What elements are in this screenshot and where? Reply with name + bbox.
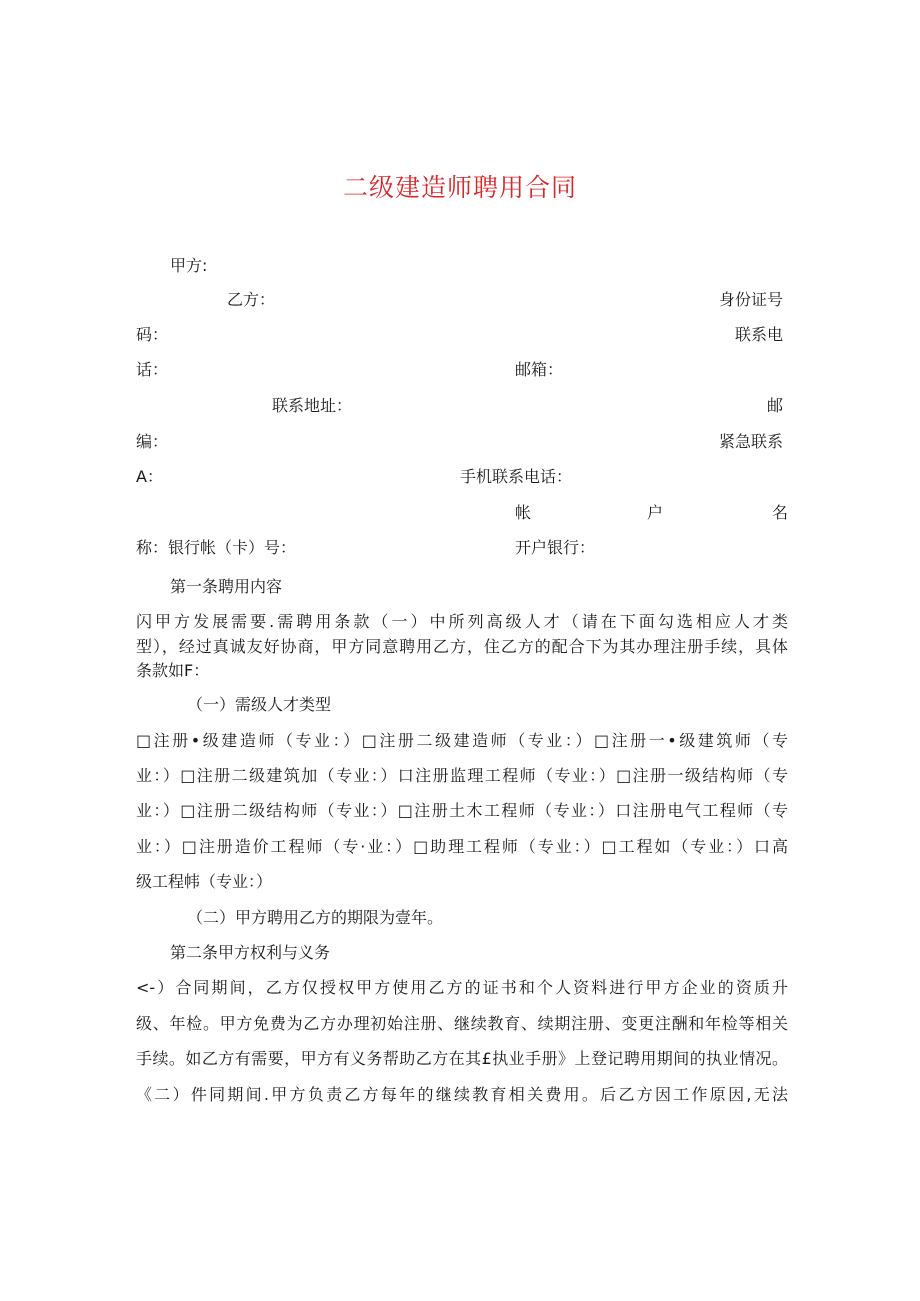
- party-a-label: 甲方:: [170, 256, 208, 275]
- emergency-contact-label-part2: A：: [136, 467, 163, 486]
- account-name-char-1: 帐: [515, 503, 532, 522]
- phone-label-part2: 话：: [136, 360, 169, 379]
- sub1-heading: （一）需级人才类型: [187, 695, 332, 714]
- email-label: 邮箱：: [515, 360, 564, 379]
- account-name-char-2: 户: [647, 503, 664, 522]
- article2-para-line: <-）合同期间，乙方仅授权甲方使用乙方的证书和个人资料进行甲方企业的资质升: [136, 978, 788, 997]
- party-b-label: 乙方：: [227, 290, 276, 309]
- emergency-contact-label-part1: 紧急联系: [718, 432, 783, 451]
- address-label: 联系地址：: [272, 396, 353, 415]
- employment-term: （二）甲方聘用乙方的期限为壹年。: [187, 908, 444, 927]
- postcode-label-part1: 邮: [766, 396, 783, 415]
- phone-label-part1: 联系电: [734, 325, 783, 344]
- talent-types-line: 业：）□注册造价工程师（专·业：）□助理工程师（专业：）□工程如（专业：）口高: [136, 837, 788, 856]
- article1-heading: 第一条聘用内容: [170, 577, 283, 596]
- talent-types-line: □注册•级建造师（专业：）□注册二级建造师（专业：）□注册一•级建筑师（专: [136, 731, 788, 750]
- article2-para-line: 级、年检。甲方免费为乙方办理初始注册、继续教育、续期注册、变更注酬和年检等相关: [136, 1014, 788, 1033]
- id-number-label-part1: 身份证号: [718, 290, 783, 309]
- account-name-bank-card-label: 称：银行帐（卡）号：: [136, 538, 297, 557]
- talent-types-line: 级工程帏（专业：）: [136, 872, 273, 891]
- article1-para-line: 条款如F：: [136, 661, 210, 680]
- postcode-label-part2: 编：: [136, 432, 169, 451]
- article2-heading: 第二条甲方权利与义务: [170, 943, 331, 962]
- article1-para-line: 闪甲方发展需要.需聘用条款（一）中所列高级人才（请在下面勾选相应人才类: [136, 612, 788, 631]
- talent-types-line: 业：）□注册二级结构师（专业：）□注册土木工程师（专业：）口注册电气工程师（专: [136, 801, 788, 820]
- article2-para-line: 手续。如乙方有需要，甲方有义务帮助乙方在其£执业手册》上登记聘用期间的执业情况。: [136, 1049, 788, 1068]
- id-number-label-part2: 码：: [136, 325, 169, 344]
- bank-label: 开户银行：: [515, 538, 596, 557]
- account-name-char-3: 名: [772, 503, 789, 522]
- document-title: 二级建造师聘用合同: [342, 173, 577, 202]
- article2-para2-line: 《二）件同期间.甲方负责乙方每年的继续教育相关费用。后乙方因工作原因,无法: [136, 1085, 788, 1104]
- mobile-label: 手机联系电话：: [460, 467, 573, 486]
- talent-types-line: 业：）□注册二级建筑加（专业：）口注册监理工程师（专业：）□注册一级结构师（专: [136, 766, 788, 785]
- article1-para-line: 型），经过真诚友好协商，甲方同意聘用乙方，住乙方的配合下为其办理注册手续，具体: [136, 637, 788, 656]
